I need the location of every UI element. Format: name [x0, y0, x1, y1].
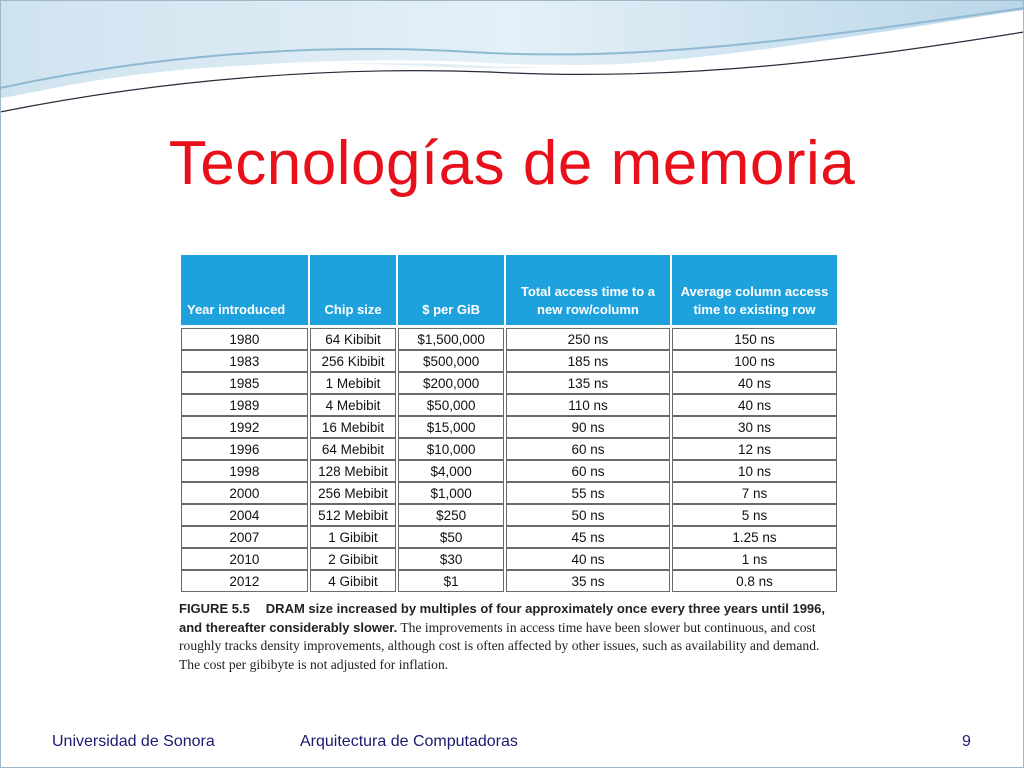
cell-cost: $1,500,000 — [398, 328, 504, 350]
table-row — [181, 328, 837, 350]
slide-title: Tecnologías de memoria — [168, 129, 856, 198]
cell-chip-size: 16 Mebibit — [310, 416, 397, 438]
cell-column-access: 40 ns — [672, 372, 837, 394]
cell-year: 1985 — [181, 372, 308, 394]
dram-table — [179, 255, 839, 592]
cell-column-access: 1 ns — [672, 548, 837, 570]
cell-year: 2007 — [181, 526, 308, 548]
dram-figure — [179, 255, 839, 675]
cell-total-access: 40 ns — [506, 548, 670, 570]
cell-cost: $500,000 — [398, 350, 504, 372]
cell-column-access: 0.8 ns — [672, 570, 837, 592]
cell-total-access: 60 ns — [506, 438, 670, 460]
cell-total-access: 185 ns — [506, 350, 670, 372]
cell-year: 1996 — [181, 438, 308, 460]
cell-cost: $1,000 — [398, 482, 504, 504]
table-row — [181, 438, 837, 460]
cell-column-access: 5 ns — [672, 504, 837, 526]
caption-label: FIGURE 5.5 — [179, 601, 250, 616]
cell-year: 1983 — [181, 350, 308, 372]
table-row — [181, 504, 837, 526]
table-header-row — [181, 255, 837, 325]
cell-year: 1998 — [181, 460, 308, 482]
cell-cost: $50,000 — [398, 394, 504, 416]
cell-chip-size: 2 Gibibit — [310, 548, 397, 570]
cell-total-access: 110 ns — [506, 394, 670, 416]
cell-chip-size: 64 Mebibit — [310, 438, 397, 460]
cell-year: 2004 — [181, 504, 308, 526]
cell-column-access: 100 ns — [672, 350, 837, 372]
cell-chip-size: 64 Kibibit — [310, 328, 397, 350]
cell-cost: $1 — [398, 570, 504, 592]
cell-cost: $10,000 — [398, 438, 504, 460]
cell-chip-size: 256 Kibibit — [310, 350, 397, 372]
cell-total-access: 50 ns — [506, 504, 670, 526]
table-row — [181, 394, 837, 416]
table-row — [181, 570, 837, 592]
cell-cost: $15,000 — [398, 416, 504, 438]
header-cost: $ per GiB — [398, 255, 504, 325]
cell-year: 1980 — [181, 328, 308, 350]
cell-chip-size: 4 Gibibit — [310, 570, 397, 592]
cell-total-access: 45 ns — [506, 526, 670, 548]
cell-total-access: 55 ns — [506, 482, 670, 504]
cell-chip-size: 1 Mebibit — [310, 372, 397, 394]
cell-year: 2000 — [181, 482, 308, 504]
table-row — [181, 548, 837, 570]
cell-total-access: 60 ns — [506, 460, 670, 482]
cell-cost: $50 — [398, 526, 504, 548]
cell-total-access: 135 ns — [506, 372, 670, 394]
cell-year: 1992 — [181, 416, 308, 438]
cell-column-access: 7 ns — [672, 482, 837, 504]
cell-total-access: 35 ns — [506, 570, 670, 592]
cell-year: 2012 — [181, 570, 308, 592]
caption-bold-text: DRAM size increased by multiples of four approximately once every three years until 1996, and thereafter considerably slower. — [179, 601, 825, 635]
cell-column-access: 30 ns — [672, 416, 837, 438]
cell-year: 2010 — [181, 548, 308, 570]
cell-chip-size: 256 Mebibit — [310, 482, 397, 504]
table-row — [181, 350, 837, 372]
table-row — [181, 482, 837, 504]
cell-chip-size: 512 Mebibit — [310, 504, 397, 526]
cell-chip-size: 1 Gibibit — [310, 526, 397, 548]
header-chip-size: Chip size — [310, 255, 397, 325]
page-number: 9 — [962, 733, 971, 750]
table-row — [181, 372, 837, 394]
header-year: Year introduced — [181, 255, 308, 325]
cell-column-access: 150 ns — [672, 328, 837, 350]
header-total-access: Total access time to a new row/column — [506, 255, 670, 325]
figure-caption — [179, 600, 839, 674]
table-row — [181, 526, 837, 548]
cell-cost: $200,000 — [398, 372, 504, 394]
cell-cost: $250 — [398, 504, 504, 526]
footer-course: Arquitectura de Computadoras — [300, 733, 518, 750]
cell-year: 1989 — [181, 394, 308, 416]
cell-chip-size: 128 Mebibit — [310, 460, 397, 482]
footer-university: Universidad de Sonora — [52, 733, 215, 750]
cell-cost: $4,000 — [398, 460, 504, 482]
header-wave-decoration — [0, 0, 1024, 130]
cell-column-access: 40 ns — [672, 394, 837, 416]
cell-column-access: 12 ns — [672, 438, 837, 460]
caption-text: The improvements in access time have been slower but continuous, and cost roughly tracks density improvements, although cost is often affected by other issues, such as availability and demand. The cost per gibibyte is not adjusted for inflation. — [179, 619, 820, 672]
cell-column-access: 1.25 ns — [672, 526, 837, 548]
cell-cost: $30 — [398, 548, 504, 570]
table-row — [181, 460, 837, 482]
cell-total-access: 250 ns — [506, 328, 670, 350]
cell-column-access: 10 ns — [672, 460, 837, 482]
cell-chip-size: 4 Mebibit — [310, 394, 397, 416]
header-column-access: Average column access time to existing row — [672, 255, 837, 325]
table-row — [181, 416, 837, 438]
cell-total-access: 90 ns — [506, 416, 670, 438]
